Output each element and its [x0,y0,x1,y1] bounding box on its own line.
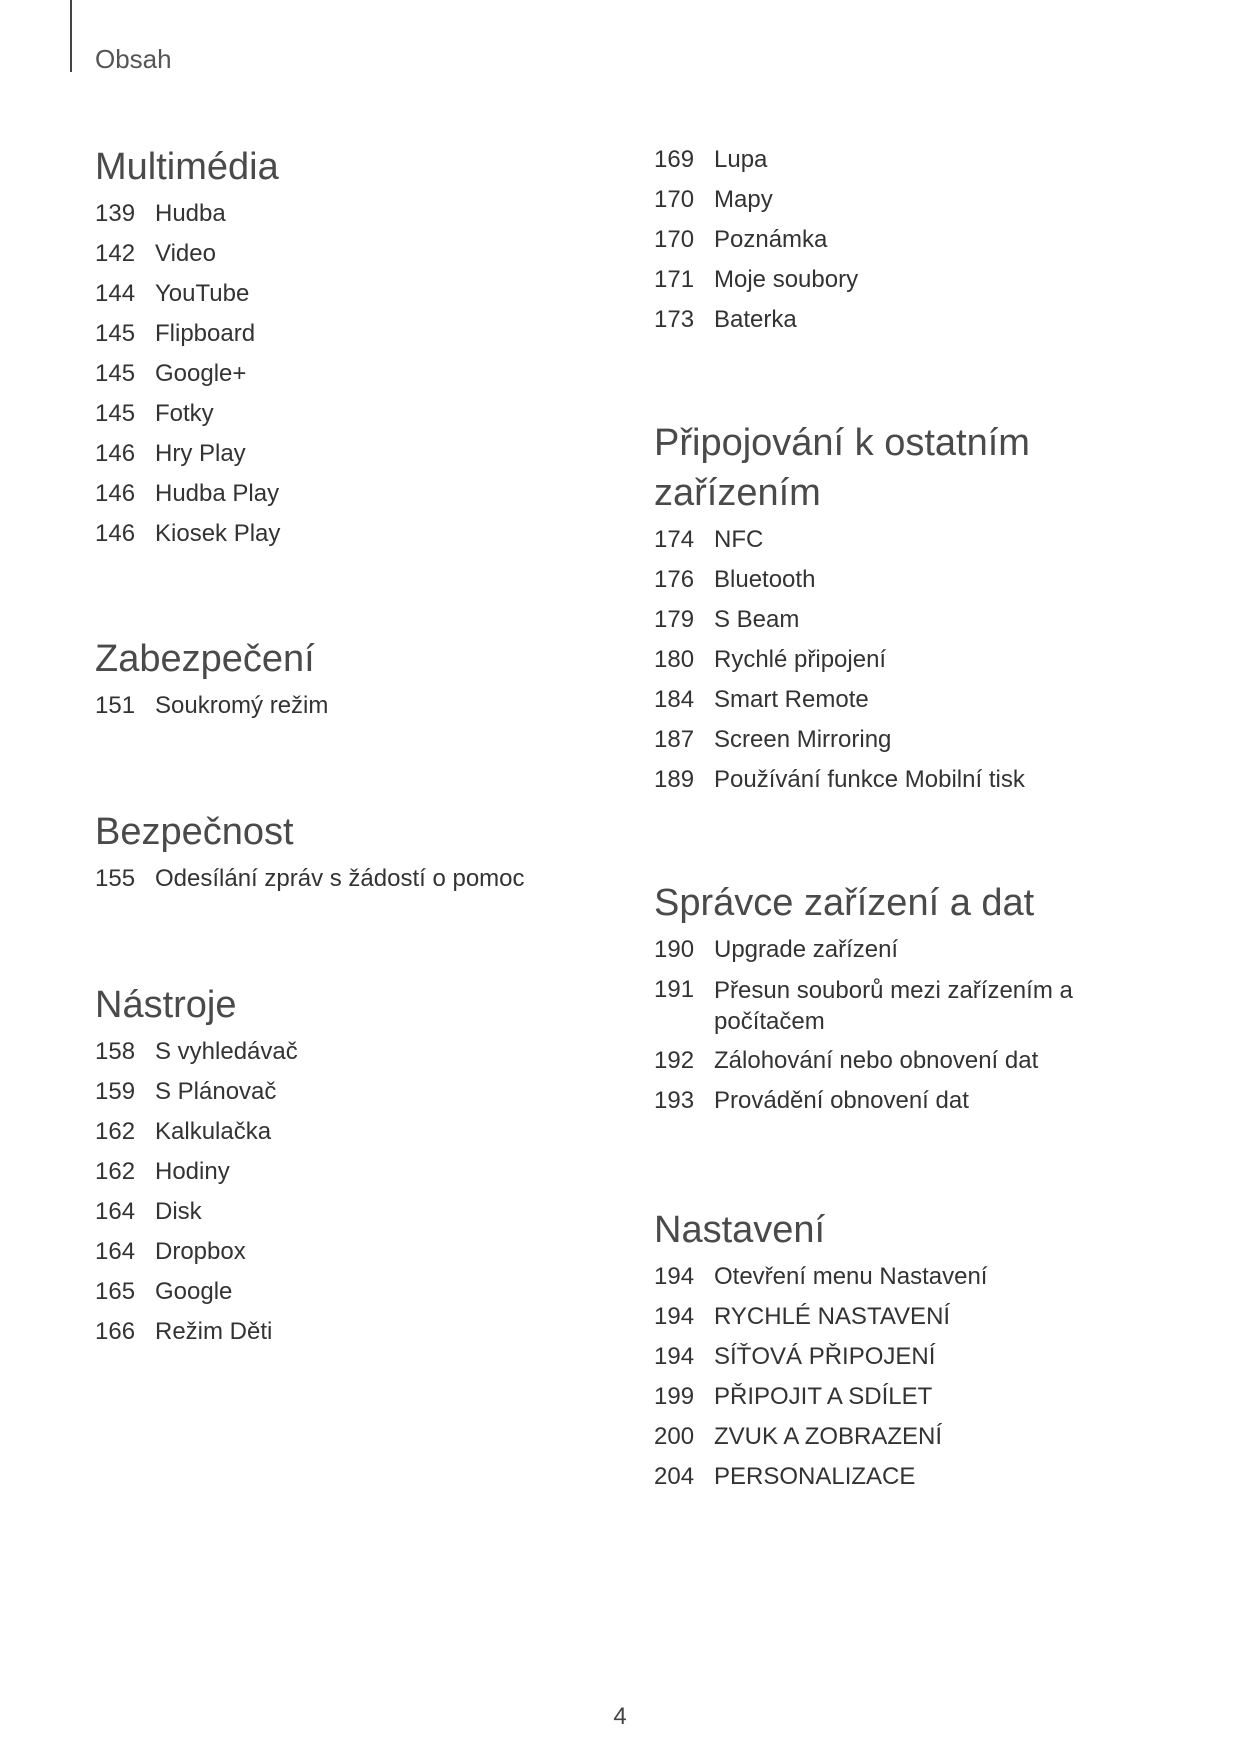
entry-page: 194 [654,1343,695,1370]
toc-entry[interactable] [654,1081,1174,1121]
entry-page: 145 [95,360,136,387]
toc-entry[interactable] [654,1041,1174,1081]
toc-entry[interactable] [95,234,615,274]
entry-page: 193 [654,1087,695,1114]
entry-label: Kiosek Play [155,520,281,547]
entry-label: Smart Remote [714,686,869,713]
toc-entry[interactable] [95,274,615,314]
toc-entry[interactable] [95,859,615,899]
entry-page: 164 [95,1238,136,1265]
toc-entry[interactable] [654,140,1174,180]
toc-entry[interactable] [654,520,1174,560]
entry-page: 179 [654,606,695,633]
toc-entry[interactable] [654,220,1174,260]
entry-label: Odesílání zpráv s žádostí o pomoc [155,865,525,892]
entry-page: 171 [654,266,695,293]
entry-label: PŘIPOJIT A SDÍLET [714,1383,933,1410]
toc-section-continued [654,140,1174,340]
entry-page: 151 [95,692,136,719]
toc-section-nastroje [95,980,615,1352]
entry-label: PERSONALIZACE [714,1463,916,1490]
toc-entry[interactable] [654,640,1174,680]
toc-section-nastaveni [654,1205,1174,1497]
entry-label: NFC [714,526,764,553]
entry-page: 170 [654,186,695,213]
entry-page: 165 [95,1278,136,1305]
entry-label: Dropbox [155,1238,246,1265]
entry-page: 144 [95,280,136,307]
entry-label: Soukromý režim [155,692,329,719]
toc-entry[interactable] [95,1272,615,1312]
entry-label: Přesun souborů mezi zařízením a počítačem [714,977,1073,1035]
entry-page: 162 [95,1118,136,1145]
page-header: Obsah [95,44,172,74]
entry-label: Flipboard [155,320,256,347]
toc-entry[interactable] [95,474,615,514]
entry-label: SÍŤOVÁ PŘIPOJENÍ [714,1343,936,1370]
entry-label: Moje soubory [714,266,859,293]
entry-label: Hodiny [155,1158,230,1185]
entry-label: Upgrade zařízení [714,936,899,963]
toc-entry[interactable] [654,1457,1174,1497]
toc-entry[interactable] [654,1297,1174,1337]
toc-entry[interactable] [95,1032,615,1072]
entry-page: 173 [654,306,695,333]
entry-label: Kalkulačka [155,1118,272,1145]
toc-section-multimedia [95,142,615,554]
toc-entry[interactable] [654,1377,1174,1417]
toc-entry[interactable] [654,760,1174,800]
entry-page: 145 [95,320,136,347]
entry-page: 146 [95,440,136,467]
toc-entry[interactable] [95,686,615,726]
entry-page: 192 [654,1047,695,1074]
toc-entry[interactable] [95,514,615,554]
entry-label: Baterka [714,306,797,333]
toc-entry[interactable] [654,720,1174,760]
entry-label: Hry Play [155,440,246,467]
entry-label: Rychlé připojení [714,646,887,673]
entry-page: 189 [654,766,695,793]
entry-page: 174 [654,526,695,553]
toc-entry[interactable] [95,194,615,234]
toc-entry[interactable] [95,1112,615,1152]
entry-page: 155 [95,865,136,892]
toc-entry[interactable] [95,354,615,394]
toc-section-spravce [654,878,1174,1121]
section-title: Připojování k ostatním zařízením [654,422,1030,514]
entry-label: Mapy [714,186,773,213]
entry-page: 204 [654,1463,695,1490]
entry-page: 142 [95,240,136,267]
entry-page: 158 [95,1038,136,1065]
entry-label: Screen Mirroring [714,726,892,753]
toc-entry[interactable] [95,314,615,354]
section-title: Zabezpečení [95,638,315,680]
section-title: Multimédia [95,146,279,188]
entry-page: 191 [654,976,695,1003]
entry-label: Hudba [155,200,226,227]
page-number: 4 [613,1703,627,1730]
entry-label: Otevření menu Nastavení [714,1263,988,1290]
entry-label: Fotky [155,400,214,427]
entry-page: 194 [654,1303,695,1330]
toc-section-pripojovani [654,418,1174,800]
entry-label: Lupa [714,146,768,173]
toc-entry[interactable] [654,1417,1174,1457]
entry-page: 162 [95,1158,136,1185]
entry-label: S vyhledávač [155,1038,298,1065]
toc-entry[interactable] [95,1192,615,1232]
entry-label: Disk [155,1198,202,1225]
toc-entry[interactable] [654,930,1174,970]
entry-label: Hudba Play [155,480,280,507]
entry-page: 190 [654,936,695,963]
entry-page: 169 [654,146,695,173]
toc-entry[interactable] [95,1072,615,1112]
toc-section-zabezpeceni [95,634,615,726]
toc-entry[interactable] [95,1152,615,1192]
entry-page: 159 [95,1078,136,1105]
toc-entry[interactable] [654,1337,1174,1377]
toc-section-bezpecnost [95,807,615,899]
entry-page: 170 [654,226,695,253]
entry-page: 199 [654,1383,695,1410]
toc-entry[interactable] [95,434,615,474]
entry-label: Režim Děti [155,1318,273,1345]
entry-label: Poznámka [714,226,828,253]
toc-entry[interactable] [654,560,1174,600]
section-title: Nastavení [654,1209,826,1251]
entry-label: Bluetooth [714,566,816,593]
entry-page: 180 [654,646,695,673]
entry-label: Zálohování nebo obnovení dat [714,1047,1039,1074]
toc-entry[interactable] [654,300,1174,340]
toc-entry[interactable] [95,394,615,434]
entry-page: 146 [95,480,136,507]
section-title: Správce zařízení a dat [654,882,1035,924]
section-title: Nástroje [95,984,237,1026]
toc-entry[interactable] [654,180,1174,220]
entry-label: Provádění obnovení dat [714,1087,969,1114]
entry-page: 139 [95,200,136,227]
toc-entry[interactable] [95,1232,615,1272]
entry-label: YouTube [155,280,250,307]
entry-label: Google [155,1278,233,1305]
entry-page: 164 [95,1198,136,1225]
header-rule [70,0,72,72]
toc-entry[interactable] [654,680,1174,720]
entry-page: 176 [654,566,695,593]
entry-page: 146 [95,520,136,547]
entry-page: 166 [95,1318,136,1345]
entry-page: 184 [654,686,695,713]
entry-label: RYCHLÉ NASTAVENÍ [714,1303,951,1330]
entry-page: 194 [654,1263,695,1290]
entry-label: ZVUK A ZOBRAZENÍ [714,1423,943,1450]
entry-label: Video [155,240,216,267]
entry-label: Google+ [155,360,247,387]
toc-entry[interactable] [654,970,1084,1041]
entry-page: 200 [654,1423,695,1450]
entry-page: 145 [95,400,136,427]
toc-entry[interactable] [654,260,1174,300]
entry-page: 187 [654,726,695,753]
toc-entry[interactable] [654,600,1174,640]
entry-label: S Plánovač [155,1078,277,1105]
section-title: Bezpečnost [95,811,294,853]
toc-entry[interactable] [654,1257,1174,1297]
entry-label: S Beam [714,606,800,633]
entry-label: Používání funkce Mobilní tisk [714,766,1025,793]
toc-entry[interactable] [95,1312,615,1352]
